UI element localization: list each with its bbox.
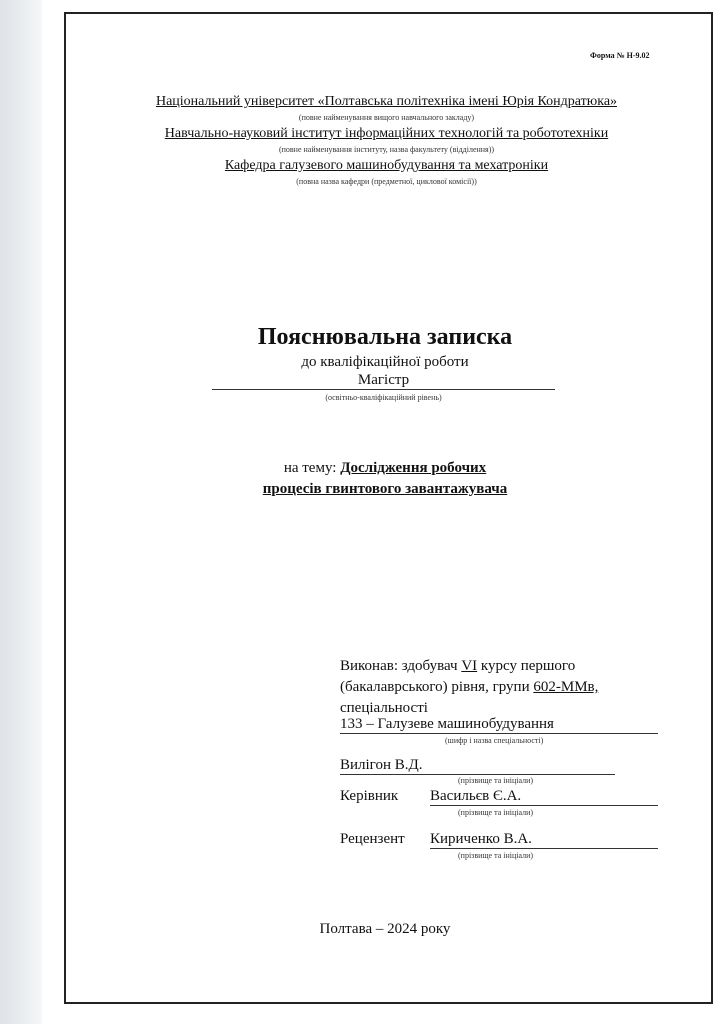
department: Кафедра галузевого машинобудування та мехатроніки xyxy=(224,158,549,173)
topic-line-1: на тему: Дослідження робочих xyxy=(283,460,487,476)
reviewer-caption: (прізвище та ініціали) xyxy=(458,851,534,860)
supervisor-caption: (прізвище та ініціали) xyxy=(458,808,534,817)
reviewer-label: Рецензент xyxy=(340,831,405,847)
university-caption: (повне найменування вищого навчального закладу) xyxy=(298,113,475,122)
performed-block: Виконав: здобувач VI курсу першого (бакалаврського) рівня, групи 602-ММв, спеціальності xyxy=(340,658,599,716)
reviewer-name: Кириченко В.А. xyxy=(430,831,658,849)
degree: Магістр xyxy=(212,372,555,390)
footer-city-year: Полтава – 2024 року xyxy=(319,921,451,937)
department-caption: (повна назва кафедри (предметної, циклової комісії)) xyxy=(296,177,477,186)
topic-line-2: процесів гвинтового завантажувача xyxy=(262,481,508,497)
degree-caption: (освітньо-кваліфікаційний рівень) xyxy=(325,393,442,402)
form-number: Форма № Н-9.02 xyxy=(590,51,650,60)
student-caption: (прізвище та ініціали) xyxy=(458,776,534,785)
supervisor-name: Васильєв Є.А. xyxy=(430,788,658,806)
student-name: Вилігон В.Д. xyxy=(340,757,615,775)
specialty: 133 – Галузеве машинобудування xyxy=(340,716,658,734)
scan-binding-strip xyxy=(0,0,42,1024)
institute-caption: (повне найменування інституту, назва факультету (відділення)) xyxy=(278,145,495,154)
document-title: Пояснювальна записка xyxy=(257,324,513,350)
institute: Навчально-науковий інститут інформаційних технологій та робототехніки xyxy=(164,126,609,141)
subtitle: до кваліфікаційної роботи xyxy=(301,354,469,370)
supervisor-label: Керівник xyxy=(340,788,399,804)
university: Національний університет «Полтавська політехніка імені Юрія Кондратюка» xyxy=(155,94,618,109)
specialty-caption: (шифр і назва спеціальності) xyxy=(445,736,544,745)
